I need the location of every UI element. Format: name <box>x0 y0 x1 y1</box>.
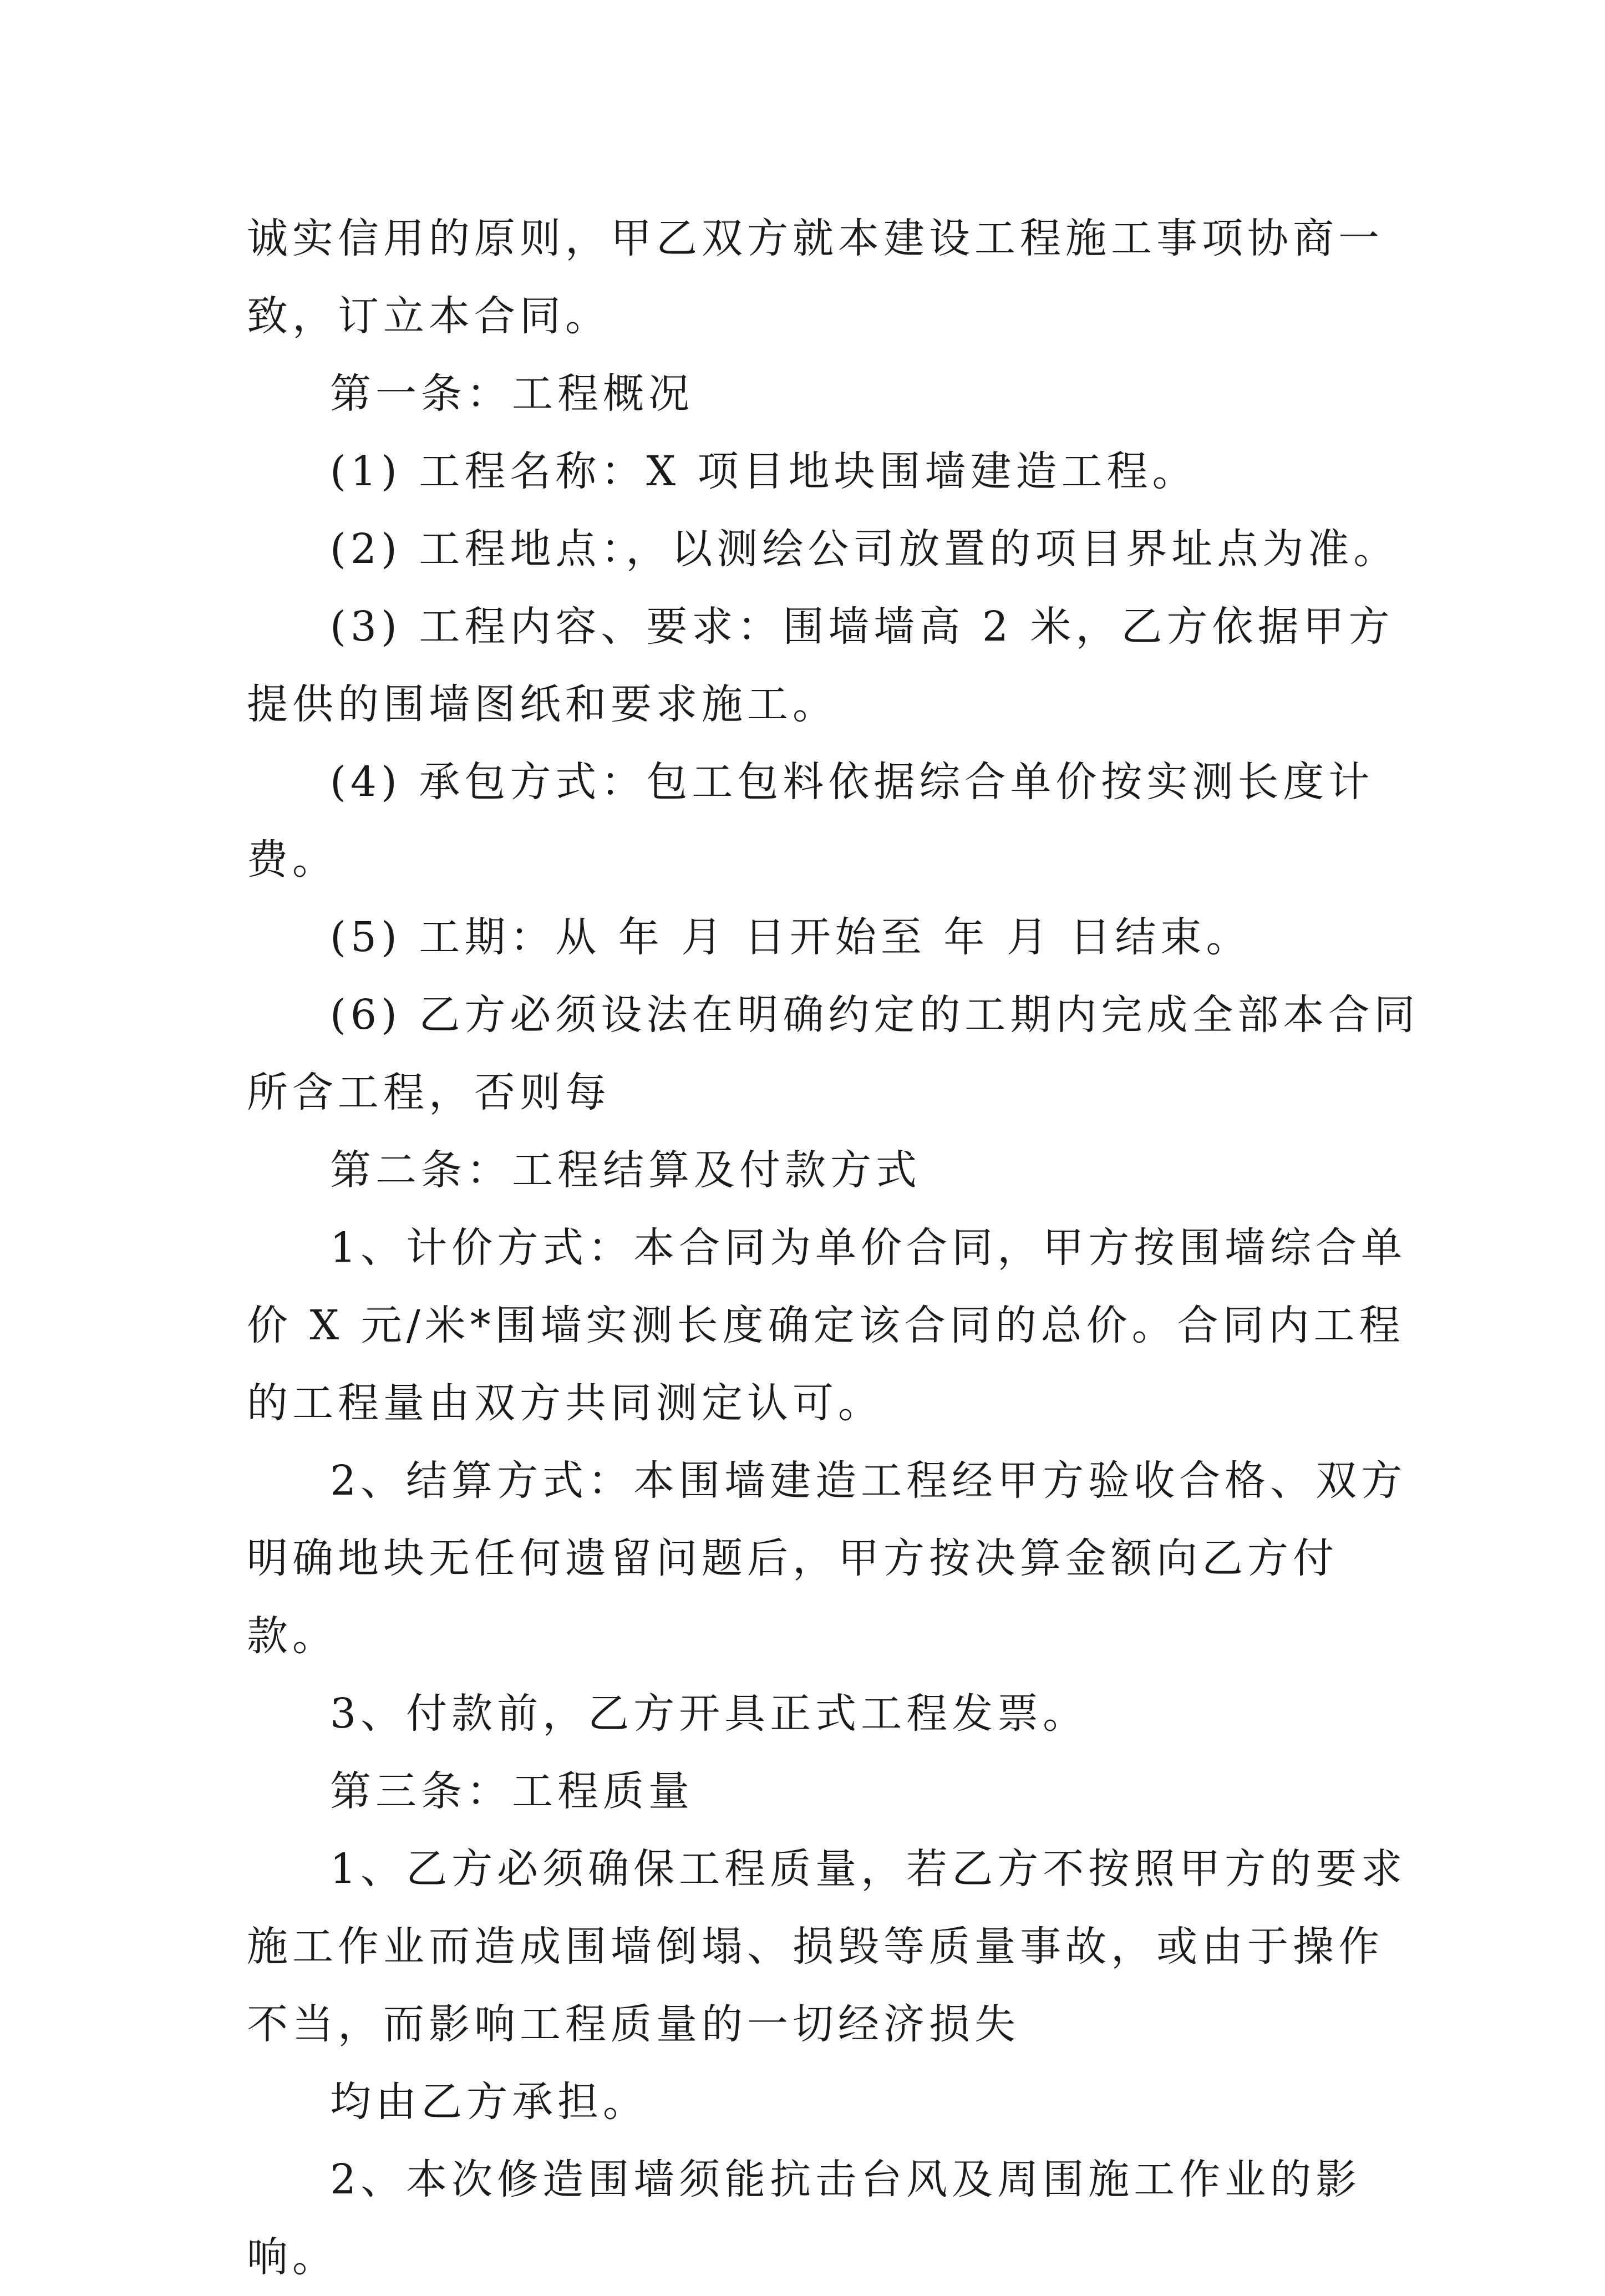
paragraph-quality-1-cont: 均由乙方承担。 <box>330 2078 648 2126</box>
paragraph-project-content: (3) 工程内容、要求：围墙墙高 2 米，乙方依据甲方提供的围墙图纸和要求施工。 <box>247 603 1394 728</box>
paragraph-settlement: 2、结算方式：本围墙建造工程经甲方验收合格、双方明确地块无任何遗留问题后，甲方按决算金额向乙方付款。 <box>247 1457 1407 1660</box>
section-heading-2: 第二条：工程结算及付款方式 <box>330 1146 921 1194</box>
paragraph-pricing: 1、计价方式：本合同为单价合同，甲方按围墙综合单价 X 元/米*围墙实测长度确定该合同的总价。合同内工程的工程量由双方共同测定认可。 <box>247 1224 1407 1427</box>
section-heading-3: 第三条：工程质量 <box>330 1767 694 1815</box>
paragraph-contract-method: (4) 承包方式：包工包料依据综合单价按实测长度计费。 <box>247 758 1374 883</box>
paragraph-1: 诚实信用的原则，甲乙双方就本建设工程施工事项协商一致，订立本合同。 <box>247 215 1384 340</box>
document-body <box>247 200 1423 2296</box>
paragraph-schedule: (5) 工期：从 年 月 日开始至 年 月 日结束。 <box>330 913 1252 961</box>
paragraph-invoice: 3、付款前，乙方开具正式工程发票。 <box>330 1690 1089 1738</box>
paragraph-deadline-clause: (6) 乙方必须设法在明确约定的工期内完成全部本合同所含工程，否则每 <box>247 991 1420 1116</box>
paragraph-quality-1: 1、乙方必须确保工程质量，若乙方不按照甲方的要求施工作业而造成围墙倒塌、损毁等质量事故，或由于操作不当，而影响工程质量的一切经济损失 <box>247 1845 1407 2048</box>
paragraph-project-location: (2) 工程地点：，以测绘公司放置的项目界址点为准。 <box>330 525 1399 573</box>
paragraph-project-name: (1) 工程名称：X 项目地块围墙建造工程。 <box>330 448 1198 495</box>
paragraph-quality-2: 2、本次修造围墙须能抗击台风及周围施工作业的影响。 <box>247 2156 1362 2281</box>
section-heading-1: 第一条：工程概况 <box>330 370 694 418</box>
